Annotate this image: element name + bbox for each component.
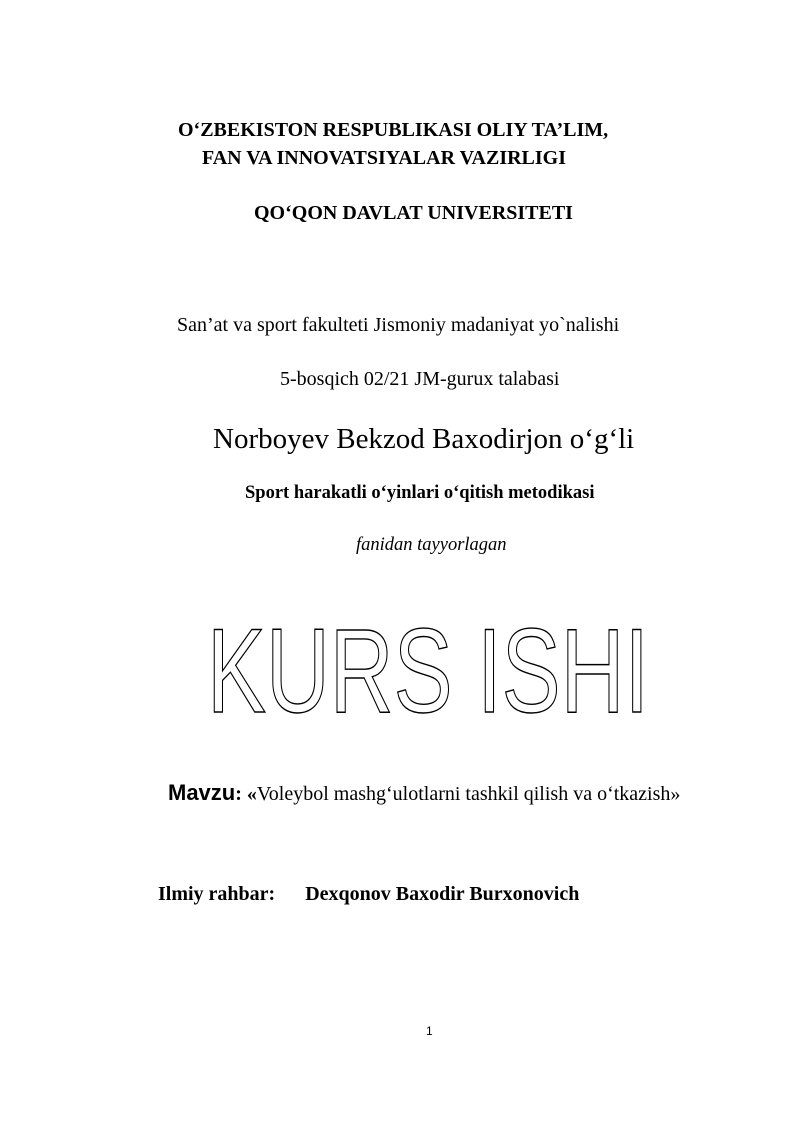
prepared-note: fanidan tayyorlagan	[356, 535, 507, 555]
student-name: Norboyev Bekzod Baxodirjon o‘g‘li	[213, 423, 635, 455]
page-number: 1	[426, 1024, 433, 1038]
topic-label: Mavzu	[168, 780, 236, 805]
topic-line	[168, 780, 680, 806]
ministry-title-line1: O‘ZBEKISTON RESPUBLIKASI OLIY TA’LIM,	[178, 119, 609, 141]
ministry-title-line2: FAN VA INNOVATSIYALAR VAZIRLIGI	[202, 147, 567, 169]
group-line: 5-bosqich 02/21 JM-gurux talabasi	[280, 368, 560, 390]
subject-title: Sport harakatli o‘yinlari o‘qitish metodikasi	[245, 483, 595, 503]
topic-open-quote: «	[246, 783, 257, 805]
supervisor-line	[158, 883, 579, 906]
topic-value: Voleybol mashg‘ulotlarni tashkil qilish va o‘tkazish»	[256, 783, 681, 805]
topic-colon: :	[235, 783, 247, 805]
document-type-heading	[203, 604, 653, 738]
document-type-text: KURS ISHI	[207, 604, 649, 738]
supervisor-label: Ilmiy rahbar:	[158, 883, 276, 905]
university-name: QO‘QON DAVLAT UNIVERSITETI	[254, 202, 573, 224]
faculty-line: San’at va sport fakulteti Jismoniy madaniyat yo`nalishi	[177, 314, 620, 336]
supervisor-name: Dexqonov Baxodir Burxonovich	[305, 883, 580, 905]
